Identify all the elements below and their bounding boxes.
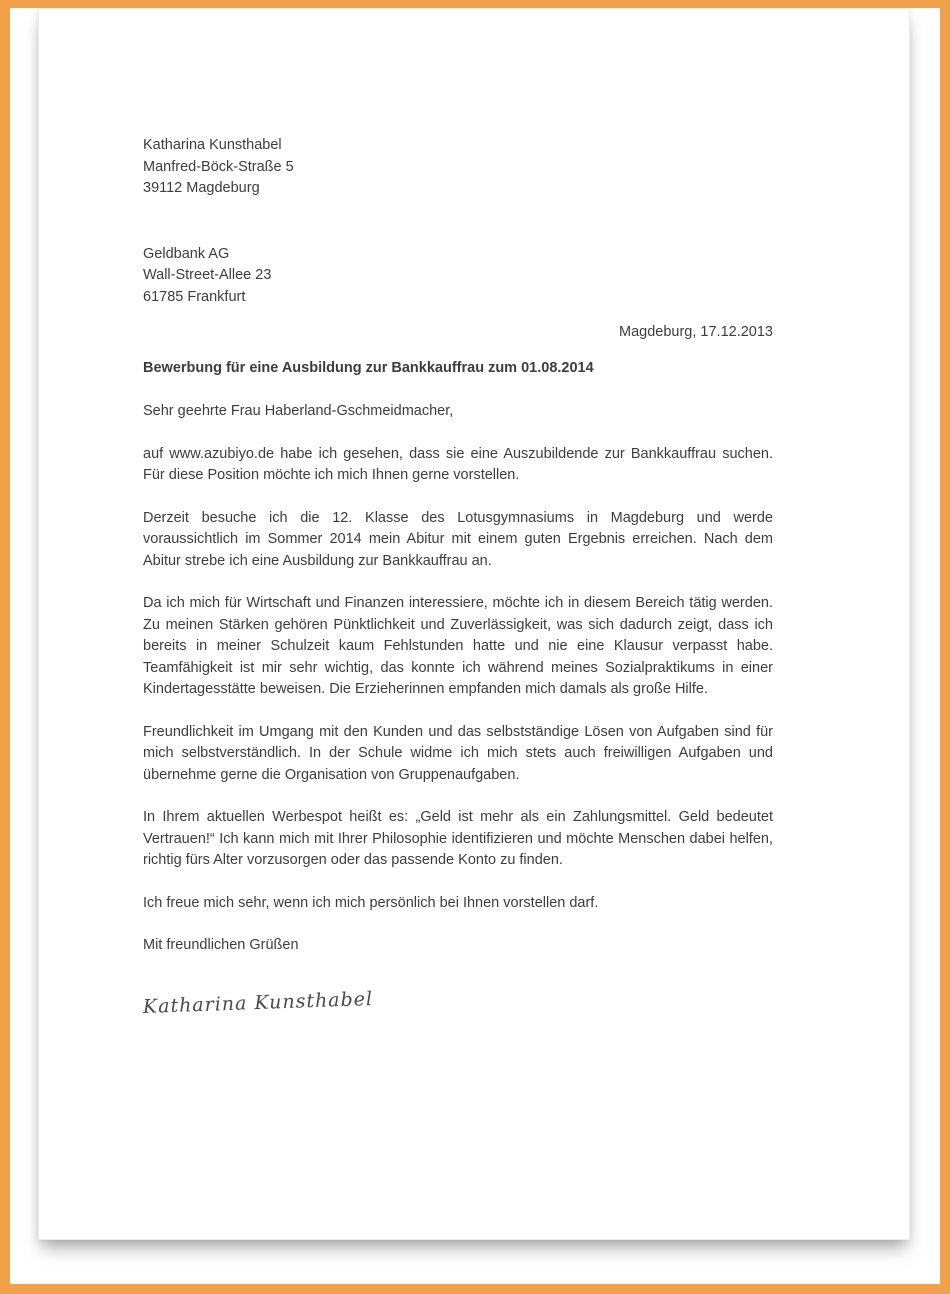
sender-name: Katharina Kunsthabel — [143, 137, 282, 153]
paragraph-education: Derzeit besuche ich die 12. Klasse des Lotusgymnasiums in Magdeburg und werde voraussichtlich im Sommer 2014 mein Abitur mit einem guten Ergebnis erreichen. Nach dem Abitur strebe ich eine Ausbildung zur Bankkauffrau an. — [143, 509, 773, 569]
handwritten-signature: Katharina Kunsthabel — [142, 987, 374, 1018]
sender-address-block — [143, 135, 773, 200]
sender-street: Manfred-Böck-Straße 5 — [143, 158, 294, 175]
subject-line: Bewerbung für eine Ausbildung zur Bankkauffrau zum 01.08.2014 — [143, 359, 594, 376]
paragraph-outro: Ich freue mich sehr, wenn ich mich persönlich bei Ihnen vorstellen darf. — [143, 894, 599, 911]
paragraph-strengths: Da ich mich für Wirtschaft und Finanzen interessiere, möchte ich in diesem Bereich tätig werden. Zu meinen Stärken gehören Pünktlichkeit und Zuverlässigkeit, was sich dadurch zeigt, dass ich bereits in meiner Schulzeit kaum Fehlstunden hatte und nie eine Klausur verpasst habe. Teamfähigkeit ist mir sehr wichtig, das konnte ich während meines Sozialpraktikums in einer Kindertagesstätte beweisen. Die Erzieherinnen empfanden mich damals als große Hilfe. — [143, 595, 773, 697]
recipient-street: Wall-Street-Allee 23 — [143, 267, 272, 283]
recipient-name: Geldbank AG — [143, 245, 230, 262]
paragraph-qualities: Freundlichkeit im Umgang mit den Kunden und das selbstständige Lösen von Aufgaben sind für mich selbstverständlich. In der Schule widme ich mich stets auch freiwilligen Aufgaben und übernehme gerne die Organisation von Gruppenaufgaben. — [143, 723, 773, 783]
sender-city: 39112 Magdeburg — [143, 180, 260, 196]
recipient-address-block — [143, 244, 773, 309]
salutation: Sehr geehrte Frau Haberland-Gschmeidmacher, — [143, 403, 454, 419]
letter-page — [38, 8, 910, 1240]
paragraph-intro: auf www.azubiyo.de habe ich gesehen, dass sie eine Auszubildende zur Bankkauffrau suchen. Für diese Position möchte ich mich Ihnen gerne vorstellen. — [143, 445, 773, 483]
paragraph-motivation: In Ihrem aktuellen Werbespot heißt es: „Geld ist mehr als ein Zahlungsmittel. Geld bedeutet Vertrauen!“ Ich kann mich mit Ihrer Philosophie identifizieren und möchte Menschen dabei helfen, richtig fürs Alter vorzusorgen oder das passende Konto zu finden. — [143, 809, 773, 868]
closing-formula: Mit freundlichen Grüßen — [143, 937, 299, 953]
letter-content — [143, 135, 773, 1018]
date-line: Magdeburg, 17.12.2013 — [619, 324, 773, 340]
recipient-city: 61785 Frankfurt — [143, 288, 246, 305]
